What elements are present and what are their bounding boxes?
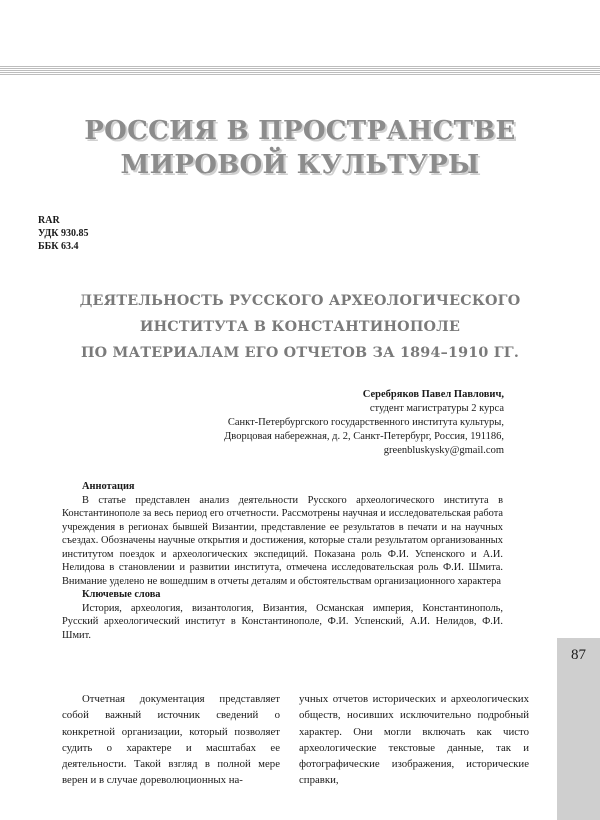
classification-codes	[38, 214, 88, 253]
author-block	[224, 388, 504, 458]
udk-code: УДК 930.85	[38, 228, 89, 239]
section-title	[0, 114, 600, 182]
author-affiliation: Санкт-Петербургского государственного института культуры,	[227, 417, 504, 428]
author-email: greenbluskysky@gmail.com	[383, 445, 504, 456]
section-title-line: МИРОВОЙ КУЛЬТУРЫ	[120, 150, 480, 180]
abstract-text: В статье представлен анализ деятельности Русского археологического института в Константинополе за весь период его отчетности. Рассмотрены научная и исследовательская работа учреждения в регионах бывшей Византии, представление ее результатов в печати и на научных съездах. Обозначены научные открытия и достижения, которые стали результатом организованных институтом поездок и археологических экспедиций. Показана роль Ф.И. Успенского и А.И. Нелидова в становлении и развитии института, отмечена исследовательская роль Ф.И. Шмита. Внимание уделено не вошедшим в отчеты деталям и обстоятельствам организационного характера	[62, 494, 503, 587]
keywords-heading: Ключевые слова	[82, 589, 161, 600]
header-rule	[0, 66, 600, 75]
body-right-column: учных отчетов исторических и археологических обществ, носивших исключительно подробный характер. Они могли включать как чисто археологические текстовые данные, так и фотографические изображения, исторические справки,	[299, 693, 529, 787]
author-name: Серебряков Павел Павлович,	[362, 389, 504, 400]
rar-code: RAR	[38, 215, 60, 226]
author-address: Дворцовая набережная, д. 2, Санкт-Петербург, Россия, 191186,	[224, 431, 504, 442]
abstract-heading: Аннотация	[82, 481, 135, 492]
article-title-line: ПО МАТЕРИАЛАМ ЕГО ОТЧЕТОВ ЗА 1894–1910 ГГ.	[80, 345, 520, 361]
author-position: студент магистратуры 2 курса	[369, 403, 504, 414]
section-title-line: РОССИЯ В ПРОСТРАНСТВЕ	[84, 116, 516, 146]
bbk-code: ББК 63.4	[38, 241, 79, 252]
keywords-text: История, археология, византология, Византия, Османская империя, Константинополь, Русский археологический институт в Константинополе, Ф.И. Успенский, А.И. Нелидов, Ф.И. Шмит.	[62, 602, 503, 641]
page-number: 87	[571, 647, 586, 663]
page-number-tab	[557, 638, 600, 820]
article-title-line: ДЕЯТЕЛЬНОСТЬ РУССКОГО АРХЕОЛОГИЧЕСКОГО	[79, 293, 521, 309]
body-left-column: Отчетная документация представляет собой важный источник сведений о конкретной организации, который позволяет судить о характере и масштабах ее деятельности. Такой взгляд в полной мере верен и в случае дореволюционных на-	[62, 693, 280, 787]
article-title	[20, 288, 580, 366]
article-title-line: ИНСТИТУТА В КОНСТАНТИНОПОЛЕ	[139, 319, 461, 335]
abstract-block	[62, 480, 503, 642]
